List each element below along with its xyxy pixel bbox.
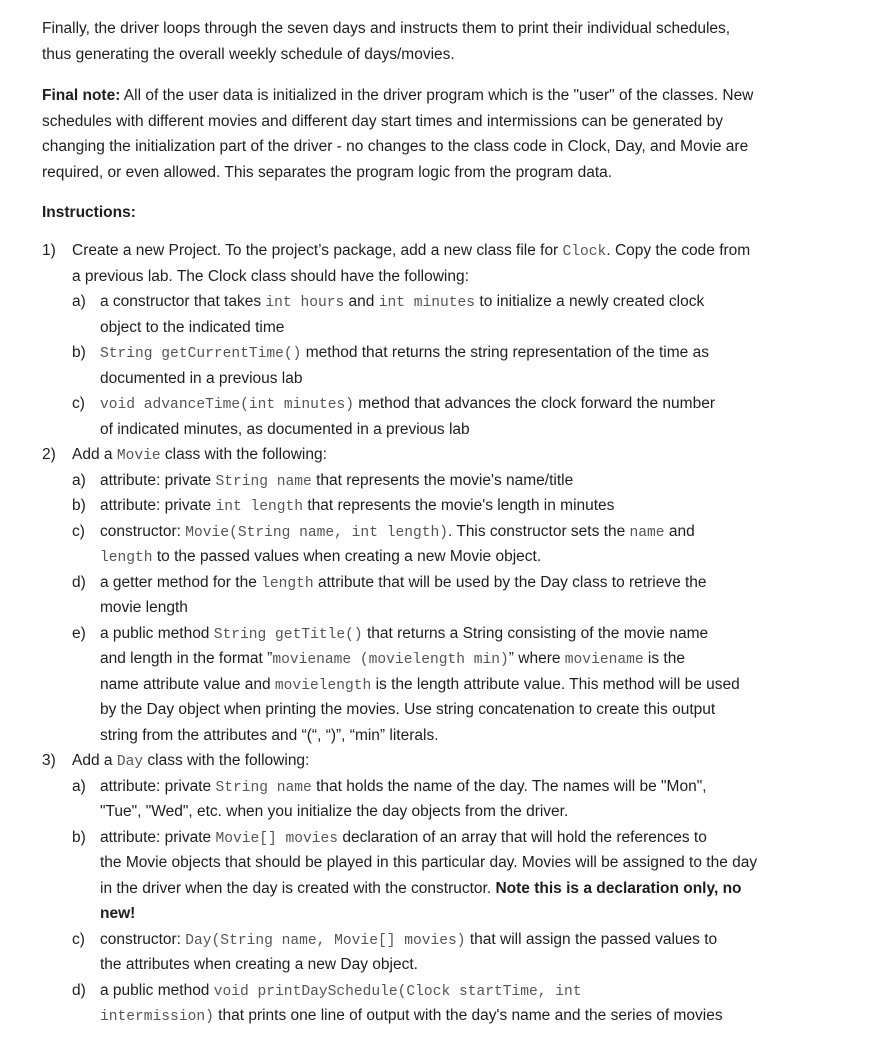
text-span: and length in the format ” (100, 650, 273, 667)
text-span: Create a new Project. To the project’s package, add a new class file for (72, 242, 563, 259)
code-span: intermission) (100, 1009, 214, 1025)
code-span: movielength (274, 677, 372, 694)
list-number: 2) (42, 446, 56, 463)
code-span: String getCurrentTime() (100, 346, 302, 362)
text-span: method that advances the clock forward the number (353, 395, 715, 412)
sub-letter: c) (72, 395, 85, 412)
text-line: the attributes when creating a new Day object. (100, 956, 418, 973)
text-span: a public method (100, 981, 214, 999)
text-span: is the (643, 650, 685, 667)
text-span: declaration of an array that will hold the references to (338, 828, 707, 846)
instructions-heading: Instructions: (42, 204, 136, 221)
sub-item-1c (42, 391, 842, 442)
sub-item-3d (42, 978, 842, 1029)
text-line: thus generating the overall weekly schedule of days/movies. (42, 45, 455, 63)
sub-letter: a) (72, 777, 86, 795)
text-line: of indicated minutes, as documented in a previous lab (100, 420, 470, 438)
text-line: "Tue", "Wed", etc. when you initialize the day objects from the driver. (100, 803, 569, 820)
text-span: a constructor that takes (100, 293, 266, 310)
text-span: attribute: private (100, 777, 216, 795)
code-span: void printDaySchedule(Clock startTime, int (213, 983, 582, 1000)
text-span: to initialize a newly created clock (475, 293, 705, 310)
code-span: name (629, 524, 665, 541)
code-span: Clock (562, 244, 607, 260)
text-line: changing the initialization part of the driver - no changes to the class code in Clock, Day, and Movie are (42, 138, 749, 155)
text-line: string from the attributes and “(“, “)”, “min” literals. (100, 726, 439, 744)
sub-item-2c (42, 519, 842, 570)
sub-letter: a) (72, 471, 86, 489)
intro-paragraph (42, 16, 842, 67)
text-span: method that returns the string representation of the time as (301, 344, 709, 361)
sub-item-3b (42, 825, 842, 927)
text-span: class with the following: (160, 446, 327, 463)
code-span: Day (116, 754, 144, 770)
sub-letter: d) (72, 573, 86, 591)
text-span: name attribute value and (100, 675, 275, 693)
sub-item-2e (42, 621, 842, 749)
text-span: that represents the movie's name/title (311, 471, 574, 489)
code-span: moviename (564, 652, 644, 668)
sub-item-2a (42, 468, 842, 494)
text-span: and (344, 293, 379, 310)
code-span: int minutes (378, 295, 476, 311)
sub-item-2d (42, 570, 842, 621)
code-span: Movie(String name, int length) (185, 524, 449, 541)
sub-item-1a (42, 289, 842, 340)
text-line: by the Day object when printing the movies. Use string concatenation to create this output (100, 701, 716, 718)
list-number: 3) (42, 752, 56, 769)
sub-item-1b (42, 340, 842, 391)
sub-letter: e) (72, 624, 86, 642)
text-span: that prints one line of output with the day's name and the series of movies (213, 1007, 723, 1024)
code-span: length (100, 550, 153, 566)
text-span: that returns a String consisting of the movie name (362, 624, 709, 642)
code-span: int hours (265, 295, 345, 311)
sub-letter: b) (72, 497, 86, 514)
text-span: that holds the name of the day. The names will be "Mon", (311, 777, 707, 795)
list-item-step-1 (42, 238, 842, 289)
code-span: int length (215, 499, 304, 515)
text-span: All of the user data is initialized in the driver program which is the "user" of the classes. New (120, 87, 754, 104)
sub-item-3a (42, 774, 842, 825)
text-span: attribute: private (100, 828, 216, 846)
text-span: and (664, 522, 695, 540)
code-span: String name (215, 473, 312, 490)
bold-note: new! (100, 905, 136, 922)
text-line: movie length (100, 599, 188, 616)
text-span: attribute: private (100, 471, 216, 489)
sub-letter: c) (72, 930, 85, 948)
text-span: constructor: (100, 522, 186, 540)
list-item-step-2 (42, 442, 842, 468)
text-span: Add a (72, 446, 117, 463)
sub-letter: c) (72, 522, 85, 540)
text-line: required, or even allowed. This separates the program logic from the program data. (42, 163, 613, 181)
text-span: attribute: private (100, 497, 216, 514)
code-span: void advanceTime(int minutes) (100, 397, 354, 413)
text-span: a public method (100, 624, 214, 642)
text-span: attribute that will be used by the Day class to retrieve the (313, 573, 707, 591)
bold-note: Note this is a declaration only, no (495, 879, 742, 897)
final-note-paragraph (42, 83, 842, 185)
code-span: Day(String name, Movie[] movies) (185, 932, 466, 949)
text-span: . Copy the code from (606, 242, 751, 259)
text-span: in the driver when the day is created with the constructor. (100, 879, 496, 897)
sub-letter: a) (72, 293, 86, 310)
instructions-list (42, 238, 842, 1029)
sub-letter: b) (72, 344, 86, 361)
text-span: ” where (508, 650, 565, 667)
sub-letter: d) (72, 981, 86, 999)
code-span: Movie (116, 448, 161, 464)
code-span: String getTitle() (213, 626, 363, 643)
code-span: moviename (movielength min) (272, 652, 509, 668)
code-span: Movie[] movies (215, 830, 339, 847)
sub-letter: b) (72, 828, 86, 846)
text-line: a previous lab. The Clock class should have the following: (72, 267, 469, 285)
text-line: object to the indicated time (100, 318, 285, 336)
text-span: to the passed values when creating a new Movie object. (152, 548, 542, 565)
sub-item-2b (42, 493, 842, 519)
code-span: length (261, 575, 314, 592)
text-span: that represents the movie's length in minutes (303, 497, 615, 514)
text-line: Finally, the driver loops through the seven days and instructs them to print their individual schedules, (42, 20, 731, 37)
code-span: String name (215, 779, 312, 796)
final-note-label: Final note: (42, 87, 121, 104)
list-item-step-3 (42, 748, 842, 774)
list-number: 1) (42, 242, 56, 259)
text-span: constructor: (100, 930, 186, 948)
text-span: a getter method for the (100, 573, 262, 591)
text-line: the Movie objects that should be played in this particular day. Movies will be assigned to the day (100, 854, 758, 871)
text-span: is the length attribute value. This method will be used (371, 675, 740, 693)
sub-item-3c (42, 927, 842, 978)
text-span: Add a (72, 752, 117, 769)
text-line: documented in a previous lab (100, 369, 303, 387)
text-span: . This constructor sets the (448, 522, 630, 540)
text-span: class with the following: (143, 752, 310, 769)
text-span: that will assign the passed values to (465, 930, 718, 948)
text-line: schedules with different movies and different day start times and intermissions can be generated by (42, 112, 723, 130)
